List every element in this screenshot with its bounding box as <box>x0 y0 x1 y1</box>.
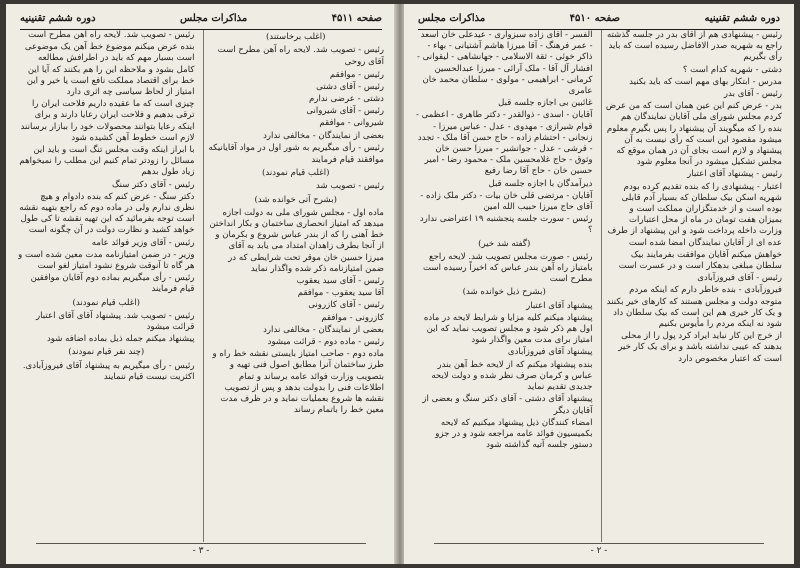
transcript-paragraph: (بشرح ذیل خوانده شد) <box>462 287 546 298</box>
transcript-paragraph: رئیس - آقای دشتی <box>316 81 384 92</box>
transcript-paragraph: رئیس - آقای وزیر فوائد عامه <box>91 237 195 248</box>
transcript-paragraph: رئیس - ماده دوم - قرائت میشود <box>267 337 384 348</box>
transcript-paragraph: رئیس - آقای دکتر سنگ <box>111 179 195 190</box>
transcript-paragraph: فیروزآبادی - بنده خاطر دارم که اینکه مردم متوجه دولت و مجلس هستند که کارهای خیر بکنند و یک کار خیری هم این است که بیک سلطان داد شود نه اینکه مردم را مأیوس بکنیم <box>606 285 782 330</box>
transcript-paragraph: مدرس - ابتکار بهای مهم است که باید بکنید <box>629 76 782 87</box>
transcript-paragraph: رئیس - تصویب شد. پیشنهاد آقای آقای اعتبار قرائت میشود <box>36 310 195 333</box>
transcript-paragraph: بعضی از نمایندگان - مخالفی ندارد <box>263 324 384 335</box>
transcript-paragraph: دیرآمدگان با اجازه جلسه قبل <box>488 178 593 189</box>
transcript-paragraph: رئیس - آقای کازرونی <box>308 300 384 311</box>
transcript-paragraph: رئیس - صورت مجلس تصویب شد. لایحه راجع بامتیاز راه آهن بندر عباس که اخیراً رسیده است مطرح است <box>422 251 593 285</box>
transcript-paragraph: بعضی از نمایندگان - مخالفی ندارد <box>263 130 384 141</box>
transcript-paragraph: آقایان - اسدی - ذوالقدر - دکتر طاهری - اعظمی - قوام شیرازی - مهدوی - عدل - عباس میرزا - زنجانی - احتشام زاده - حاج حسن آقا ملک - تجدد - قرشی - عدل - جوانشیر - میرزا حسن خان وثوق - حاج غلامحسین ملک - محمود رضا - امیر حسین خان - حاج آقا رضا رفیع <box>416 110 593 177</box>
transcript-paragraph: بنده عرض میکنم موضوع خط آهن یک موضوعی است بسیار مهم که باید در اطرافش مطالعه کامل بشود و ملاحظه این را هم بکنند که آیا این خط برای اقتصاد مملکت نافع است یا خیر و این امتیاز از لحاظ سیاسی چه اثری دارد <box>24 42 195 98</box>
transcript-paragraph: آقایان - مرتضی قلی خان بیات - دکتر ملک زاده - آقای حاج میرزا حبیب الله امین <box>420 190 593 213</box>
page-number: صفحه ۴۵۱۱ <box>331 12 382 24</box>
transcript-paragraph: رئیس - آقای فیروزآبادی <box>697 273 782 284</box>
transcript-paragraph: با ابراز اینکه وقت مجلس تنگ است و باید این مسائل را زودتر تمام کنیم این مطلب را نمیخواهم زیاد طول بدهم <box>19 145 195 178</box>
column-right <box>18 30 195 542</box>
left-page-columns <box>18 30 384 542</box>
transcript-paragraph: دکتر سنگ - عرض کنم که بنده دادوام و هیچ نظری ندارم ولی در ماده دوم که راجع بتهیه نقشه است توجه بفرمائید که این تهیه نقشه تا کی طول خواهد کشید و نظارت دولت در آن چگونه است <box>19 191 195 236</box>
transcript-paragraph: خواهش میکنم آقایان موافقت بفرمایند بیک سلطان مبلغی بدهکار است و در عسرت است <box>618 249 782 272</box>
transcript-paragraph: پیشنهاد میکنم جمله ذیل بماده اضافه شود <box>46 334 195 345</box>
transcript-paragraph: اعتبار - پیشنهادی را که بنده تقدیم کرده بودم شهریه اسکن بیک سلطان که بسیار آدم قابلی بوده است و از خدمتگزاران مملکت است و بمیزان هفت تومان در ماه از محل اعتبارات وزارت داخله پرداخت شود و این پیشنهاد از طرف عده ای از آقایان نمایندگان امضا شده است <box>607 181 782 248</box>
transcript-paragraph: کازرونی - موافقم <box>321 312 384 323</box>
left-page <box>6 4 396 564</box>
transcript-paragraph: رئیس - موافقم <box>329 69 384 80</box>
transcript-paragraph: رئیس - تصویب شد. لایحه راه آهن مطرح است <box>28 30 195 40</box>
transcript-paragraph: امضاء کنندگان ذیل پیشنهاد میکنیم که لایحه بکمیسیون فوائد عامه مراجعه شود و در جزو دستور جلسه آتیه گذاشته شود <box>435 417 593 451</box>
transcript-paragraph: پیشنهاد آقای دشتی - آقای دکتر سنگ و بعضی از آقایان دیگر <box>422 394 593 416</box>
transcript-paragraph: شیروانی - موافقم <box>319 118 384 129</box>
transcript-paragraph: دشتی - شهریه کدام است ؟ <box>682 64 782 75</box>
transcript-paragraph: رئیس - رأی میگیریم بماده دوم آقایان موافقین قیام فرمایند <box>30 273 195 295</box>
session-title: دوره ششم تقنینیه <box>20 12 96 24</box>
transcript-paragraph: از خرج این کار نباید ایراد کرد پول را از محلی بدهند که عیبی نداشته باشد و برای یک کار خیر است که اعتبار مخصوص دارد <box>618 331 782 364</box>
left-page-header <box>20 10 382 30</box>
transcript-paragraph: بنده پیشنهاد میکنم که از لایحه خط آهن بندر عباس و کرمان صرف نظر شده و دولت لایحه جدیدی تقدیم نماید <box>431 359 593 393</box>
page-footer: - ۳ - <box>36 543 366 560</box>
transcript-paragraph: (اغلب قیام نمودند) <box>72 297 140 308</box>
right-page-columns <box>416 30 782 542</box>
transcript-paragraph: بدر - عرض کنم این عین همان است که من عرض کردم مجلس شورای ملی آقایان نمایندگان هم بنده را که میگویند آن پیشنهاد را پس بگیرم معلوم میشود مقصود این است که رأی نیست به آن پیشنهاد و لازم است بجای آن در همان موقع که مجلس تشکیل میشود در آنجا معلوم شود <box>605 101 782 168</box>
transcript-paragraph: رئیس - آقای شیروانی <box>306 106 384 117</box>
transcript-paragraph: ماده اول - مجلس شورای ملی به دولت اجازه میدهد که امتیاز انحصاری ساختمان و بکار انداختن خط آهنی را که از بندر عباس شروع و بکرمان و از آنجا بطرف زاهدان امتداد می یابد به آقای میرزا حسین خان موقر تحت شرایطی که در ضمن امتیازنامه ذکر شده واگذار نماید <box>209 207 384 274</box>
transcript-paragraph: رئیس - رأی میگیریم به پیشنهاد آقای فیروزآبادی. اکثریت نیست قیام ننمایند <box>22 360 195 382</box>
transcript-paragraph: آقای روحی <box>344 57 384 68</box>
transcript-paragraph: دشتی - عرضی ندارم <box>309 94 384 105</box>
transcript-paragraph: رئیس - پیشنهادی هم از آقای بدر در جلسه گذشته راجع به شهریه صدر الافاضل رسیده است که باید رأی بگیریم <box>606 30 782 63</box>
column-right <box>416 30 593 542</box>
transcript-paragraph: (بشرح آتی خوانده شد) <box>254 194 337 205</box>
transcript-paragraph: پیشنهاد آقای اعتبار <box>526 300 593 311</box>
column-left <box>203 30 385 542</box>
transcript-paragraph: ماده دوم - صاحب امتیاز بایستی نقشه خط راه و طرز ساختمان آنرا مطابق اصول فنی تهیه و بتصویب وزارت فوائد عامه برساند و تمام اطلاعات فنی را بدولت بدهد و پس از تصویب نقشه ها شروع بعملیات نماید و در ظرف مدت معین خط را باتمام رساند <box>212 349 384 416</box>
column-left <box>601 30 783 542</box>
transcript-paragraph: پیشنهاد آقای فیروزآبادی <box>507 347 593 358</box>
transcript-paragraph: (چند نفر قیام نمودند) <box>68 347 145 358</box>
running-title: مذاکرات مجلس <box>180 12 248 24</box>
transcript-paragraph: الفسر - آقای زاده سبزواری - عیدعلی خان اسعد - عمر فرهنگ - آقا میرزا هاشم آشتیانی - بهاء - ذاکر خوئی - ثقة الاسلامی - جهانشاهی - لیقوانی - افشار آل آقا - ملک آرائی - میرزا عبدالحسین کرمانی - ابراهیمی - مولوی - سلطان محمد خان عامری <box>417 30 593 97</box>
transcript-paragraph: رئیس - سورت جلسه پنجشنبه ۱۹ اعتراضی ندارد ؟ <box>419 214 593 236</box>
book-spread <box>6 4 794 564</box>
transcript-paragraph: (اغلب قیام نمودند) <box>261 168 330 179</box>
page-footer: - ۲ - <box>434 543 764 560</box>
page-number: صفحه ۴۵۱۰ <box>569 12 621 24</box>
transcript-paragraph: رئیس - آقای سید یعقوب <box>296 276 384 287</box>
transcript-paragraph: رئیس - پیشنهاد آقای اعتبار <box>687 169 782 180</box>
transcript-paragraph: رئیس - آقای بدر <box>723 89 782 100</box>
transcript-paragraph: رئیس - تصویب شد. لایحه راه آهن مطرح است <box>217 45 384 56</box>
transcript-paragraph: چیزی است که ما عقیده داریم فلاحت ایران را ترقی بدهیم و فلاحت ایران رعایا دارند و برای اینکه رعایا بتوانند محصولات خود را ببازار برسانند لازم است خطوط آهن کشیده شود <box>20 99 195 143</box>
transcript-paragraph: غائبین بی اجازه جلسه قبل <box>498 98 593 109</box>
transcript-paragraph: (اغلب برخاستند) <box>265 32 326 42</box>
right-page-header <box>418 10 780 30</box>
transcript-paragraph: رئیس - تصویب شد <box>315 181 384 192</box>
right-page <box>404 4 794 564</box>
session-title: دوره ششم تقنینیه <box>704 12 780 24</box>
transcript-paragraph: (گفته شد خیر) <box>478 238 531 249</box>
running-title: مذاکرات مجلس <box>418 12 486 24</box>
transcript-paragraph: آقا سید یعقوب - موافقم <box>297 288 384 299</box>
transcript-paragraph: پیشنهاد میکنم کلیه مزایا و شرایط لایحه در ماده اول هم ذکر شود و مجلس تصویب نماید که این امتیاز برای مدت معین واگذار شود <box>423 312 593 346</box>
transcript-paragraph: وزیر - در ضمن امتیازنامه مدت معین شده است و هر گاه تا آنوقت شروع نشود امتیاز لغو است <box>18 249 195 272</box>
transcript-paragraph: موافقند قیام فرمایند <box>311 155 384 166</box>
transcript-paragraph: رئیس - رأی میگیریم به شور اول در مواد آقایانیکه <box>208 142 384 153</box>
